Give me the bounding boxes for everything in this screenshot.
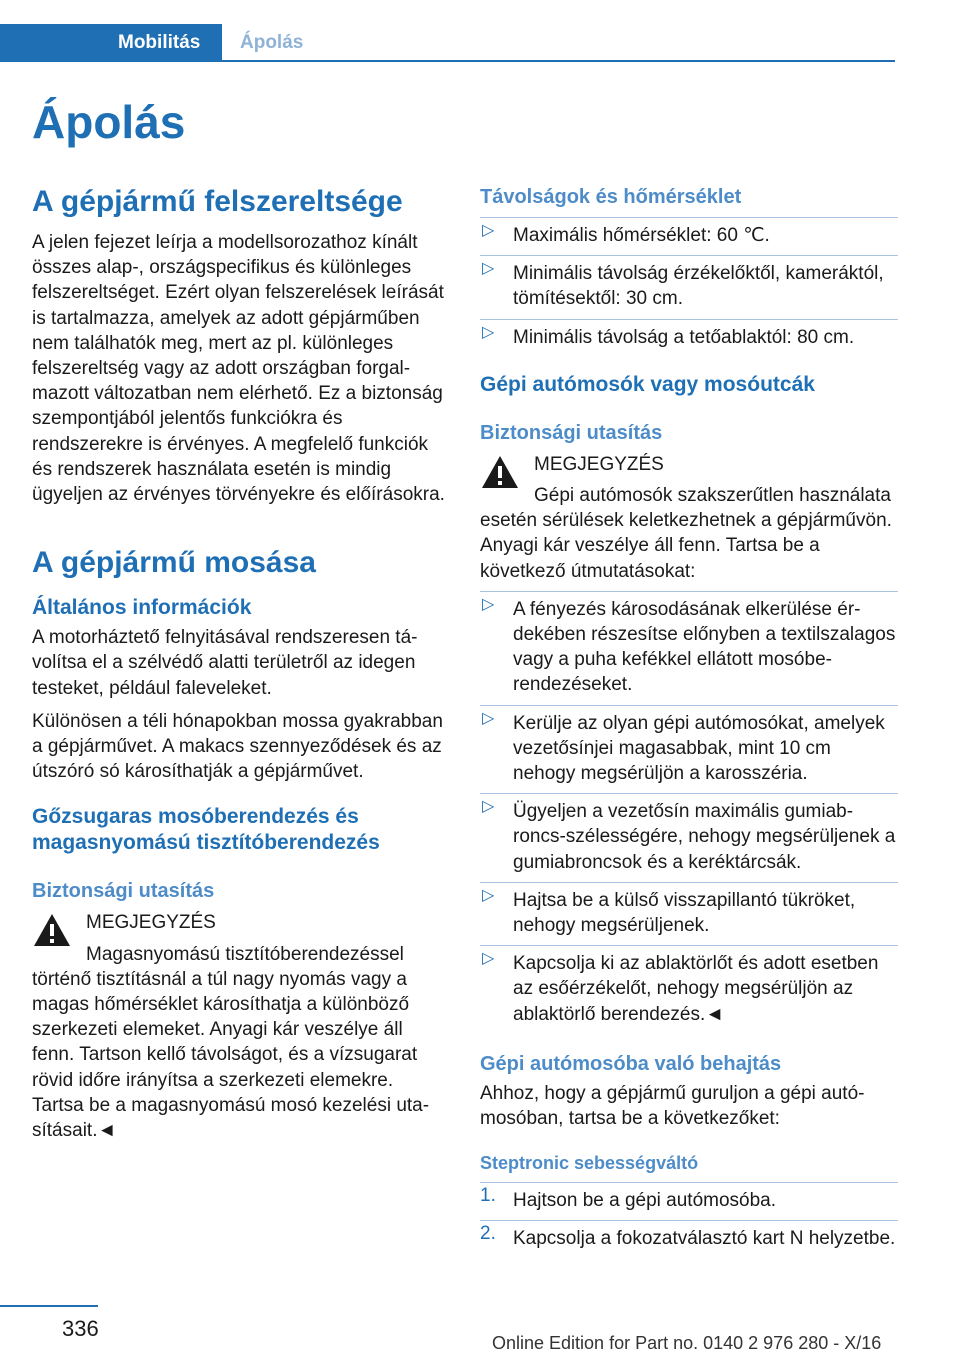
subsection-car-wash: Gépi autómosók vagy mosóutcák (480, 372, 815, 396)
header-tab-mobilitas[interactable]: Mobilitás (0, 24, 222, 62)
warning-box-right (480, 452, 898, 584)
subsection-general-info: Általános információk (32, 596, 252, 620)
list-item (480, 793, 898, 875)
safety-heading-left: Biztonsági utasítás (32, 880, 215, 903)
header-tab-apolas[interactable]: Ápolás (240, 32, 304, 53)
step-number: 2. (480, 1223, 496, 1245)
warning-text-left: Magasnyomású tisztítóberendezéssel történő tisztításnál a túl nagy nyomás vagy a magas hőmérséklet károsíthatja a különböző szerkezeti elemeket. Anyagi kár veszélye áll fenn. Tartson kellő távolságot, és a vízsugarat rövid időre irányítsa a szerkezeti elemekre. Tartsa be a magasnyomású mosó kezelési utasításait.◄ (32, 943, 430, 1142)
warning-title-left: MEGJEGYZÉS (86, 912, 216, 934)
list-item-text: Hajtson be a gépi autómosóba. (513, 1190, 777, 1212)
list-item-text: Minimális távolság érzékelőktől, kameráktól, tömítésektől: 30 cm. (513, 263, 884, 310)
list-item-text: A fényezés károsodásának elkerülése érdekében részesítse előnyben a textilszalagos vagy a puha kefékkel ellátott mosóberendezéseket. (513, 598, 896, 696)
triangle-bullet-icon: ▷ (482, 886, 495, 904)
warning-box-left (32, 910, 448, 1143)
warning-title-right: MEGJEGYZÉS (534, 453, 664, 475)
subsection-distances: Távolságok és hőmérséklet (480, 186, 742, 208)
list-item (480, 945, 898, 1027)
step-number: 1. (480, 1185, 496, 1207)
triangle-bullet-icon: ▷ (482, 595, 495, 613)
list-item (480, 1182, 898, 1213)
triangle-bullet-icon: ▷ (482, 222, 495, 239)
left-column (32, 184, 448, 1143)
subsection-steptronic: Steptronic sebességváltó (480, 1153, 699, 1174)
list-item-text: Kapcsolja ki az ablaktörlőt és adott esetben az esőérzékelőt, nehogy megsérüljön az ablaktörlő berendezés.◄ (513, 953, 879, 1025)
page-title: Ápolás (32, 96, 186, 148)
list-item (480, 882, 898, 938)
footer-divider (0, 1305, 98, 1307)
list-item (480, 591, 898, 698)
paragraph-equipment: A jelen fejezet leírja a modellsorozathoz kínált összes alap-, országspecifikus és különleges felszereltséget. Ezért olyan felszerelések leírását is tartalmazza, amelyek az adott gépjárműben nem találhatók meg, mert az pl. különleges felszereltség vagy az adott országban forgalmazott változatban nem elérhető. Ez a biztonság szempontjából jelentős funkciókra és rendszerekre is érvényes. A megfelelő funkciók és rendszerek használata esetén is mindig ügyeljen az érvényes törvényekre és előírásokra. (32, 232, 445, 506)
header-divider (0, 60, 895, 62)
page-number: 336 (62, 1316, 99, 1341)
list-item (480, 705, 898, 787)
list-item-text: Kerülje az olyan gépi autómosókat, amelyek vezetősínjei magasabbak, mint 10 cm nehogy megsérüljön a karosszéria. (513, 712, 885, 785)
warning-icon (480, 454, 520, 490)
paragraph-washing-2: Különösen a téli hónapokban mossa gyakrabban a gépjárművet. A makacs szennyeződések és az útszóró só károsíthatják a gépjárművet. (32, 710, 443, 783)
triangle-bullet-icon: ▷ (482, 260, 495, 278)
list-item (480, 319, 898, 350)
triangle-bullet-icon: ▷ (482, 798, 495, 816)
list-item-text: Hajtsa be a külső visszapillantó tükröket, nehogy megsérüljenek. (513, 889, 856, 937)
list-item (480, 1220, 898, 1251)
triangle-bullet-icon: ▷ (482, 709, 495, 727)
warning-text-right: Gépi autómosók szakszerűtlen használata esetén sérülések keletkezhetnek a gépjárművön. Anyagi kár veszélye áll fenn. Tartsa be a következő útmutatásokat: (480, 485, 892, 582)
list-item (480, 217, 898, 248)
distance-list (480, 217, 898, 350)
subsection-steam-cleaner: Gőzsugaras mosóberendezés és magasnyomású tisztítóberendezés (32, 805, 380, 855)
paragraph-driving-in: Ahhoz, hogy a gépjármű guruljon a gépi autómosóban, tartsa be a következőket: (480, 1082, 865, 1130)
footer-edition: Online Edition for Part no. 0140 2 976 280 - X/16 (492, 1333, 882, 1353)
warning-icon (32, 912, 72, 948)
list-item-text: Ügyeljen a vezetősín maximális gumiabroncs-szélességére, nehogy megsérüljenek a gumiabroncsok és a keréktárcsák. (513, 801, 896, 873)
list-item-text: Maximális hőmérséklet: 60 ℃. (513, 225, 770, 246)
section-title-washing: A gépjármű mosása (32, 546, 316, 580)
right-column (480, 184, 898, 1252)
list-item-text: Minimális távolság a tetőablaktól: 80 cm. (513, 326, 855, 348)
steptronic-steps (480, 1182, 898, 1251)
paragraph-washing-1: A motorháztető felnyitásával rendszeresen távolítsa el a szélvédő alatti területről az idegen testeket, például faleveleket. (32, 627, 418, 699)
subsection-driving-in: Gépi autómosóba való behajtás (480, 1052, 782, 1075)
list-item-text: Kapcsolja a fokozatválasztó kart N helyzetbe. (513, 1228, 896, 1250)
section-title-equipment: A gépjármű felszereltsége (32, 185, 403, 218)
triangle-bullet-icon: ▷ (482, 323, 495, 341)
list-item (480, 255, 898, 311)
triangle-bullet-icon: ▷ (482, 950, 495, 968)
safety-heading-right: Biztonsági utasítás (480, 421, 663, 444)
car-wash-list (480, 591, 898, 1027)
